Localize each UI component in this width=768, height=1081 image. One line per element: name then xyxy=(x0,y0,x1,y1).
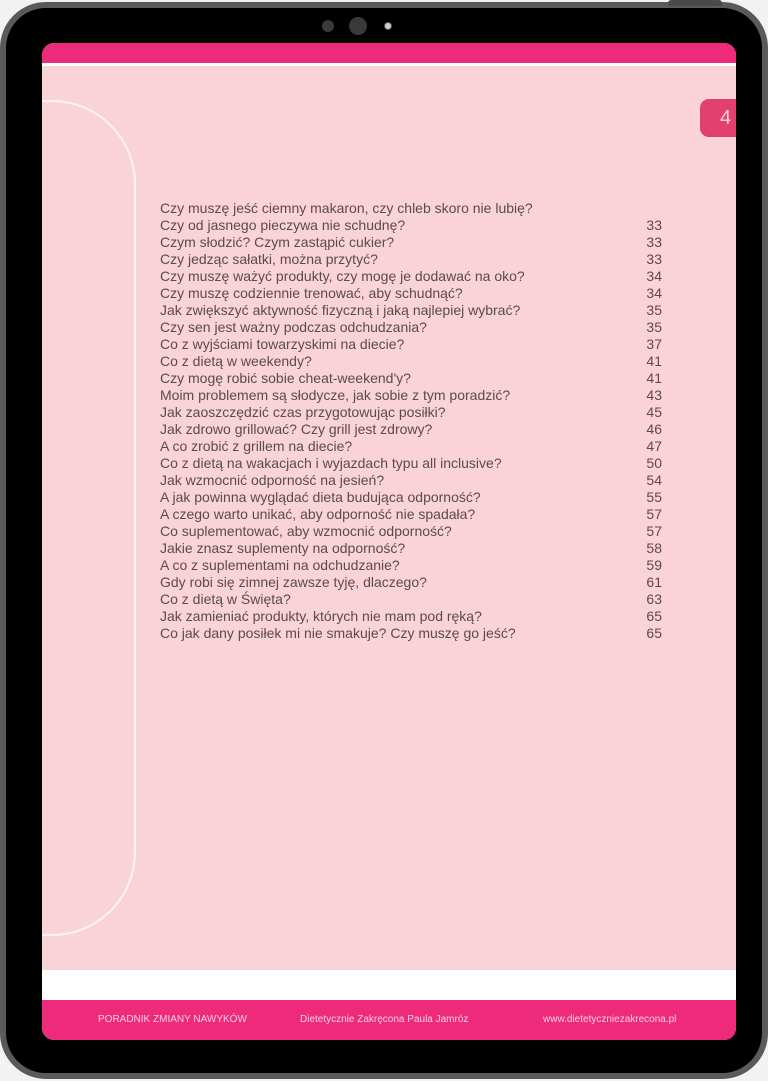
toc-page: 55 xyxy=(646,489,662,505)
toc-entry[interactable] xyxy=(160,217,662,234)
header-divider xyxy=(42,63,736,66)
toc-page: 41 xyxy=(646,370,662,386)
footer-guide-title: PORADNIK ZMIANY NAWYKÓW xyxy=(98,1014,247,1025)
toc-entry[interactable] xyxy=(160,625,662,642)
toc-entry[interactable] xyxy=(160,353,662,370)
toc-page: 35 xyxy=(646,302,662,318)
toc-title: Jak zamieniać produkty, których nie mam pod ręką? xyxy=(160,608,482,624)
toc-entry[interactable] xyxy=(160,574,662,591)
toc-title: Czy muszę jeść ciemny makaron, czy chleb skoro nie lubię? xyxy=(160,200,533,216)
toc-page: 65 xyxy=(646,608,662,624)
toc-title: Czy muszę codziennie trenować, aby schudnąć? xyxy=(160,285,463,301)
toc-title: A czego warto unikać, aby odporność nie spadała? xyxy=(160,506,476,522)
toc-title: Czy od jasnego pieczywa nie schudnę? xyxy=(160,217,406,233)
toc-entry[interactable] xyxy=(160,370,662,387)
toc-page: 43 xyxy=(646,387,662,403)
toc-title: Co suplementować, aby wzmocnić odporność? xyxy=(160,523,452,539)
toc-title: A co z suplementami na odchudzanie? xyxy=(160,557,400,573)
toc-entry[interactable] xyxy=(160,285,662,302)
page-footer xyxy=(42,1000,736,1040)
toc-entry[interactable] xyxy=(160,302,662,319)
toc-entry[interactable] xyxy=(160,489,662,506)
toc-entry[interactable] xyxy=(160,336,662,353)
toc-entry[interactable] xyxy=(160,591,662,608)
toc-page: 46 xyxy=(646,421,662,437)
toc-title: Jak wzmocnić odporność na jesień? xyxy=(160,472,385,488)
toc-entry[interactable] xyxy=(160,455,662,472)
toc-title: Jak zaoszczędzić czas przygotowując posiłki? xyxy=(160,404,446,420)
toc-page: 41 xyxy=(646,353,662,369)
toc-title: Moim problemem są słodycze, jak sobie z tym poradzić? xyxy=(160,387,511,403)
toc-page: 50 xyxy=(646,455,662,471)
toc-entry[interactable] xyxy=(160,472,662,489)
toc-page: 45 xyxy=(646,404,662,420)
toc-page: 65 xyxy=(646,625,662,641)
toc-entry[interactable] xyxy=(160,540,662,557)
toc-title: Jak zwiększyć aktywność fizyczną i jaką najlepiej wybrać? xyxy=(160,302,521,318)
toc-entry[interactable] xyxy=(160,421,662,438)
toc-page: 63 xyxy=(646,591,662,607)
toc-page: 35 xyxy=(646,319,662,335)
toc-title: Czym słodzić? Czym zastąpić cukier? xyxy=(160,234,395,250)
camera-light-icon xyxy=(385,23,391,29)
toc-page: 58 xyxy=(646,540,662,556)
toc-entry[interactable] xyxy=(160,557,662,574)
document-page xyxy=(42,43,736,1040)
table-of-contents xyxy=(160,200,662,642)
page-header-band xyxy=(42,43,736,63)
toc-entry[interactable] xyxy=(160,234,662,251)
toc-page: 59 xyxy=(646,557,662,573)
toc-page: 47 xyxy=(646,438,662,454)
toc-title: Czy muszę ważyć produkty, czy mogę je dodawać na oko? xyxy=(160,268,525,284)
toc-entry[interactable] xyxy=(160,251,662,268)
toc-entry[interactable] xyxy=(160,200,662,217)
toc-page: 33 xyxy=(646,234,662,250)
toc-page: 61 xyxy=(646,574,662,590)
footer-divider xyxy=(42,970,736,1000)
toc-title: Jak zdrowo grillować? Czy grill jest zdrowy? xyxy=(160,421,433,437)
toc-title: Co z dietą na wakacjach i wyjazdach typu all inclusive? xyxy=(160,455,502,471)
toc-title: Czy jedząc sałatki, można przytyć? xyxy=(160,251,378,267)
toc-entry[interactable] xyxy=(160,268,662,285)
toc-page: 57 xyxy=(646,523,662,539)
toc-page: 33 xyxy=(646,251,662,267)
footer-website-link[interactable]: www.dietetyczniezakrecona.pl xyxy=(543,1014,677,1025)
toc-page: 34 xyxy=(646,268,662,284)
tablet-power-button xyxy=(668,0,722,6)
toc-title: Jakie znasz suplementy na odporność? xyxy=(160,540,406,556)
toc-page: 37 xyxy=(646,336,662,352)
toc-title: Co z wyjściami towarzyskimi na diecie? xyxy=(160,336,405,352)
camera-sensor-icon xyxy=(322,20,334,32)
toc-title: A jak powinna wyglądać dieta budująca odporność? xyxy=(160,489,481,505)
toc-title: Gdy robi się zimnej zawsze tyję, dlaczego? xyxy=(160,574,427,590)
toc-title: Co z dietą w weekendy? xyxy=(160,353,312,369)
toc-title: Co z dietą w Święta? xyxy=(160,591,291,607)
toc-title: A co zrobić z grillem na diecie? xyxy=(160,438,353,454)
toc-entry[interactable] xyxy=(160,523,662,540)
toc-title: Czy mogę robić sobie cheat-weekend'y? xyxy=(160,370,411,386)
toc-entry[interactable] xyxy=(160,387,662,404)
page-number-tab xyxy=(700,99,736,137)
toc-page: 34 xyxy=(646,285,662,301)
camera-lens-icon xyxy=(349,17,367,35)
toc-page: 54 xyxy=(646,472,662,488)
toc-page: 57 xyxy=(646,506,662,522)
toc-entry[interactable] xyxy=(160,506,662,523)
decorative-frame xyxy=(42,100,136,936)
toc-entry[interactable] xyxy=(160,438,662,455)
toc-entry[interactable] xyxy=(160,404,662,421)
footer-author: Dietetycznie Zakręcona Paula Jamróz xyxy=(300,1014,469,1025)
toc-title: Czy sen jest ważny podczas odchudzania? xyxy=(160,319,427,335)
toc-entry[interactable] xyxy=(160,319,662,336)
toc-entry[interactable] xyxy=(160,608,662,625)
toc-title: Co jak dany posiłek mi nie smakuje? Czy muszę go jeść? xyxy=(160,625,516,641)
toc-page: 33 xyxy=(646,217,662,233)
page-number: 4 xyxy=(720,107,732,129)
